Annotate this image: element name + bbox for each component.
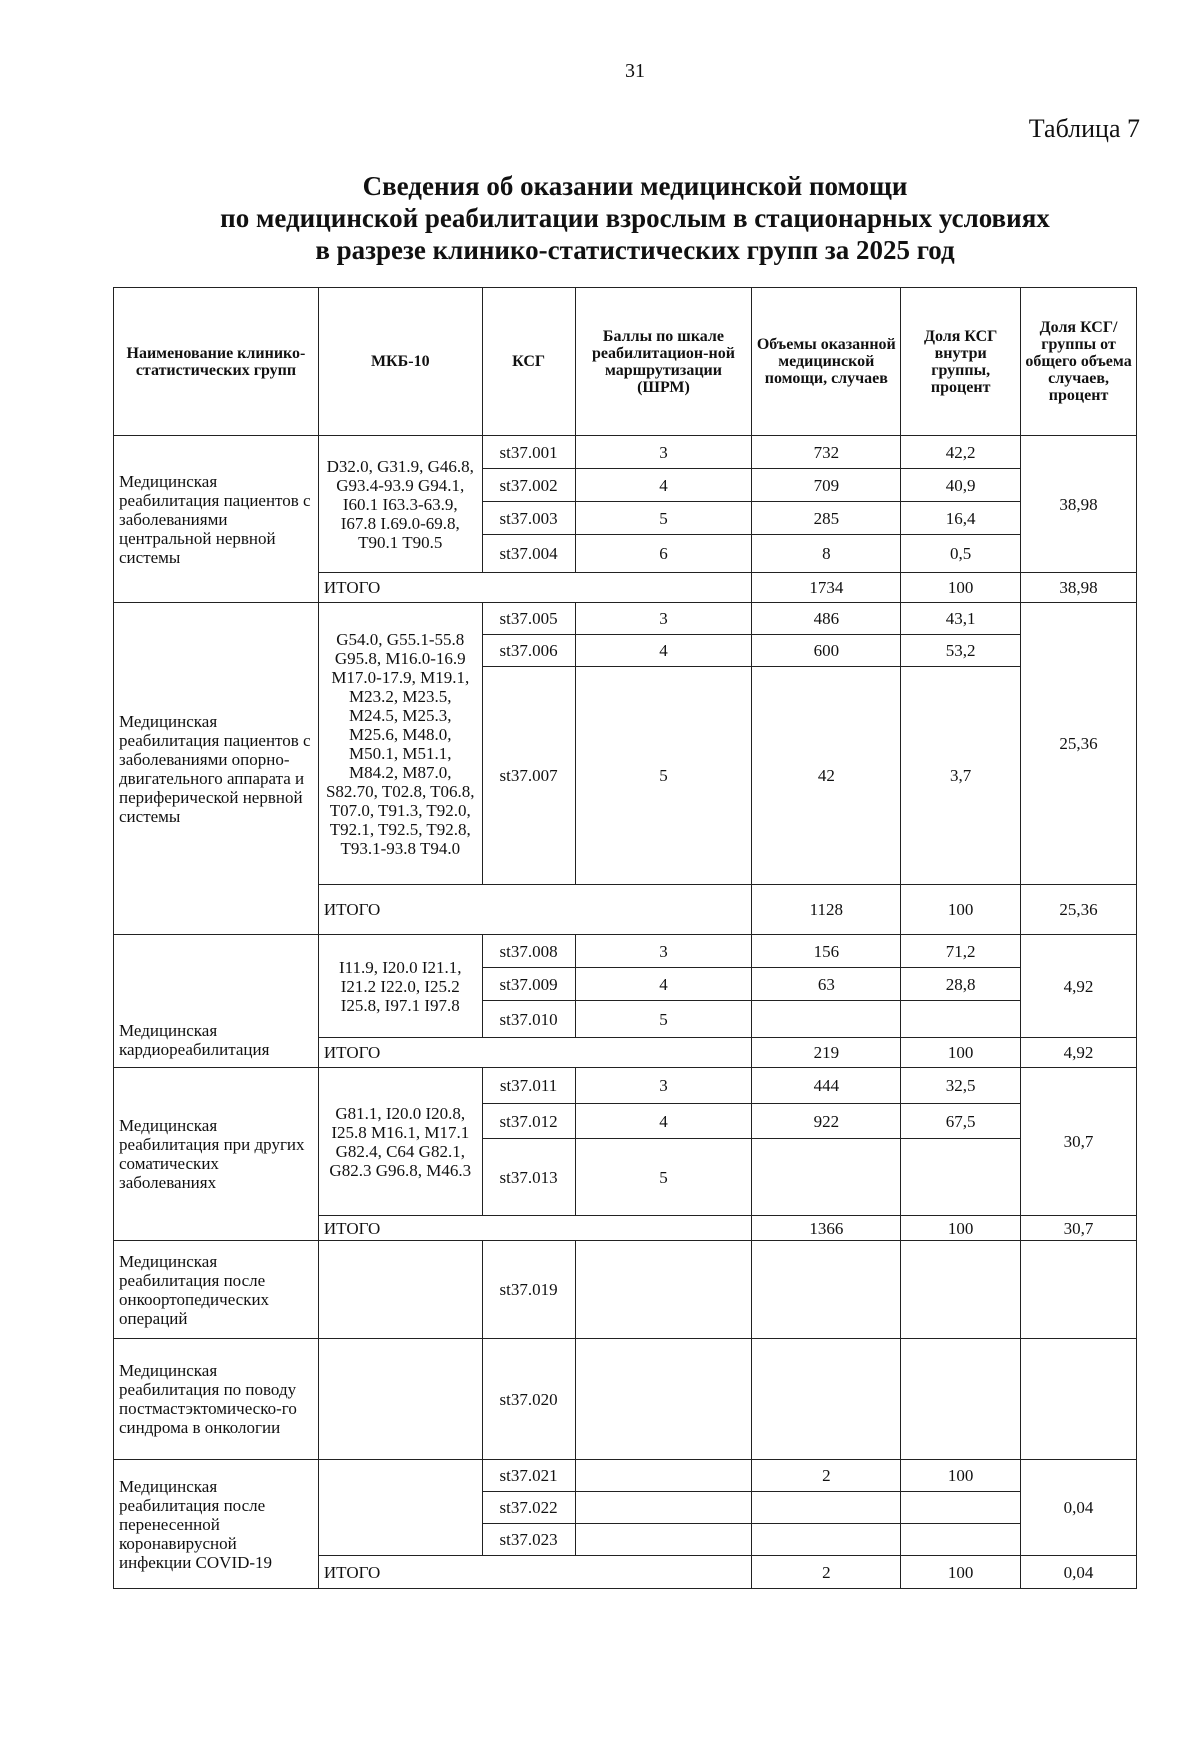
page-number: 31 xyxy=(625,60,645,82)
share-group-cell: 67,5 xyxy=(901,1104,1021,1139)
share-group-cell xyxy=(901,1492,1021,1524)
total-share: 100 xyxy=(901,1216,1021,1241)
shrm-score: 6 xyxy=(575,535,752,573)
share-group-cell: 0,5 xyxy=(901,535,1021,573)
share-group-cell xyxy=(901,1241,1021,1339)
volume-cell: 156 xyxy=(752,935,901,968)
ksg-code: st37.009 xyxy=(482,968,575,1001)
volume-cell xyxy=(752,1139,901,1216)
ksg-code: st37.005 xyxy=(482,603,575,635)
shrm-score: 3 xyxy=(575,603,752,635)
ksg-code: st37.011 xyxy=(482,1068,575,1104)
ksg-code: st37.022 xyxy=(482,1492,575,1524)
volume-cell xyxy=(752,1524,901,1556)
group-name: Медицинская реабилитация после перенесенной коронавирусной инфекции COVID-19 xyxy=(114,1460,319,1589)
ksg-code: st37.003 xyxy=(482,502,575,535)
share-group-cell xyxy=(901,1524,1021,1556)
header-share-group: Доля КСГ внутри группы, процент xyxy=(901,288,1021,436)
group-name: Медицинская реабилитация пациентов с заболеваниями центральной нервной системы xyxy=(114,436,319,603)
share-total-cell: 38,98 xyxy=(1021,436,1137,573)
share-group-cell xyxy=(901,1339,1021,1460)
table-row xyxy=(114,1339,1137,1460)
shrm-score: 5 xyxy=(575,667,752,885)
ksg-code: st37.007 xyxy=(482,667,575,885)
volume-cell: 486 xyxy=(752,603,901,635)
shrm-score xyxy=(575,1460,752,1492)
total-label: ИТОГО xyxy=(318,885,751,935)
header-mkb: МКБ-10 xyxy=(318,288,482,436)
header-group: Наименование клинико-статистических групп xyxy=(114,288,319,436)
table-row xyxy=(114,1241,1137,1339)
shrm-score: 4 xyxy=(575,1104,752,1139)
group-name: Медицинская реабилитация по поводу постмастэктомическо-го синдрома в онкологии xyxy=(114,1339,319,1460)
share-group-cell: 53,2 xyxy=(901,635,1021,667)
total-share-total: 4,92 xyxy=(1021,1038,1137,1068)
total-share: 100 xyxy=(901,1038,1021,1068)
shrm-score xyxy=(575,1241,752,1339)
share-group-cell xyxy=(901,1139,1021,1216)
volume-cell xyxy=(752,1339,901,1460)
mkb-codes: I11.9, I20.0 I21.1, I21.2 I22.0, I25.2 I25.8, I97.1 I97.8 xyxy=(318,935,482,1038)
volume-cell xyxy=(752,1492,901,1524)
ksg-code: st37.008 xyxy=(482,935,575,968)
table-label: Таблица 7 xyxy=(1028,114,1140,143)
ksg-code: st37.019 xyxy=(482,1241,575,1339)
header-share-total: Доля КСГ/ группы от общего объема случаев, процент xyxy=(1021,288,1137,436)
volume-cell: 8 xyxy=(752,535,901,573)
volume-cell xyxy=(752,1241,901,1339)
shrm-score: 5 xyxy=(575,1001,752,1038)
total-volume: 219 xyxy=(752,1038,901,1068)
mkb-codes: G81.1, I20.0 I20.8, I25.8 M16.1, M17.1 G82.4, C64 G82.1, G82.3 G96.8, M46.3 xyxy=(318,1068,482,1216)
total-volume: 2 xyxy=(752,1556,901,1589)
total-share-total: 25,36 xyxy=(1021,885,1137,935)
ksg-code: st37.001 xyxy=(482,436,575,469)
share-group-cell: 43,1 xyxy=(901,603,1021,635)
volume-cell: 600 xyxy=(752,635,901,667)
ksg-code: st37.021 xyxy=(482,1460,575,1492)
volume-cell: 285 xyxy=(752,502,901,535)
total-label: ИТОГО xyxy=(318,1216,751,1241)
group-name: Медицинская реабилитация при других соматических заболеваниях xyxy=(114,1068,319,1241)
shrm-score: 5 xyxy=(575,502,752,535)
shrm-score: 3 xyxy=(575,935,752,968)
share-total-cell xyxy=(1021,1339,1137,1460)
ksg-code: st37.020 xyxy=(482,1339,575,1460)
total-volume: 1128 xyxy=(752,885,901,935)
shrm-score xyxy=(575,1339,752,1460)
total-share: 100 xyxy=(901,1556,1021,1589)
total-share: 100 xyxy=(901,573,1021,603)
table-row xyxy=(114,1068,1137,1104)
header-volume: Объемы оказанной медицинской помощи, случаев xyxy=(752,288,901,436)
share-group-cell: 42,2 xyxy=(901,436,1021,469)
total-share-total: 38,98 xyxy=(1021,573,1137,603)
share-total-cell xyxy=(1021,1241,1137,1339)
share-total-cell: 4,92 xyxy=(1021,935,1137,1038)
total-share: 100 xyxy=(901,885,1021,935)
ksg-code: st37.002 xyxy=(482,469,575,502)
header-shrm: Баллы по шкале реабилитацион-ной маршрутизации (ШРМ) xyxy=(575,288,752,436)
share-group-cell xyxy=(901,1001,1021,1038)
title-line-3: в разрезе клинико-статистических групп за 2025 год xyxy=(315,235,955,265)
share-group-cell: 32,5 xyxy=(901,1068,1021,1104)
volume-cell: 922 xyxy=(752,1104,901,1139)
mkb-codes: G54.0, G55.1-55.8 G95.8, M16.0-16.9 M17.0-17.9, M19.1, M23.2, M23.5, M24.5, M25.3, M25.6, M48.0, M50.1, M51.1, M84.2, M87.0, S82.70, T02.8, T06.8, T07.0, T91.3, T92.0, T92.1, T92.5, T92.8, T93.1-93.8 T94.0 xyxy=(318,603,482,885)
table-row xyxy=(114,935,1137,968)
share-group-cell: 40,9 xyxy=(901,469,1021,502)
share-group-cell: 3,7 xyxy=(901,667,1021,885)
volume-cell xyxy=(752,1001,901,1038)
title-line-1: Сведения об оказании медицинской помощи xyxy=(362,171,908,201)
total-share-total: 0,04 xyxy=(1021,1556,1137,1589)
title-line-2: по медицинской реабилитации взрослым в стационарных условиях xyxy=(220,203,1050,233)
total-label: ИТОГО xyxy=(318,573,751,603)
header-ksg: КСГ xyxy=(482,288,575,436)
share-group-cell: 16,4 xyxy=(901,502,1021,535)
share-total-cell: 30,7 xyxy=(1021,1068,1137,1216)
shrm-score xyxy=(575,1524,752,1556)
ksg-code: st37.010 xyxy=(482,1001,575,1038)
report-table xyxy=(113,287,1137,1589)
share-total-cell: 0,04 xyxy=(1021,1460,1137,1556)
header-row xyxy=(114,288,1137,436)
document-title xyxy=(0,170,1200,266)
ksg-code: st37.004 xyxy=(482,535,575,573)
shrm-score: 4 xyxy=(575,469,752,502)
total-label: ИТОГО xyxy=(318,1038,751,1068)
volume-cell: 709 xyxy=(752,469,901,502)
group-name: Медицинская реабилитация после онкоортопедических операций xyxy=(114,1241,319,1339)
volume-cell: 2 xyxy=(752,1460,901,1492)
volume-cell: 732 xyxy=(752,436,901,469)
total-label: ИТОГО xyxy=(318,1556,751,1589)
mkb-codes: D32.0, G31.9, G46.8, G93.4-93.9 G94.1, I60.1 I63.3-63.9, I67.8 I.69.0-69.8, T90.1 T90.5 xyxy=(318,436,482,573)
total-volume: 1366 xyxy=(752,1216,901,1241)
shrm-score: 4 xyxy=(575,968,752,1001)
table-row xyxy=(114,436,1137,469)
table-row xyxy=(114,603,1137,635)
volume-cell: 42 xyxy=(752,667,901,885)
ksg-code: st37.006 xyxy=(482,635,575,667)
volume-cell: 444 xyxy=(752,1068,901,1104)
shrm-score: 5 xyxy=(575,1139,752,1216)
share-group-cell: 100 xyxy=(901,1460,1021,1492)
share-group-cell: 28,8 xyxy=(901,968,1021,1001)
shrm-score xyxy=(575,1492,752,1524)
volume-cell: 63 xyxy=(752,968,901,1001)
mkb-codes xyxy=(318,1241,482,1339)
mkb-codes xyxy=(318,1339,482,1460)
mkb-codes xyxy=(318,1460,482,1556)
shrm-score: 4 xyxy=(575,635,752,667)
group-name: Медицинская реабилитация пациентов с заболеваниями опорно-двигательного аппарата и периферической нервной системы xyxy=(114,603,319,935)
total-volume: 1734 xyxy=(752,573,901,603)
share-group-cell: 71,2 xyxy=(901,935,1021,968)
share-total-cell: 25,36 xyxy=(1021,603,1137,885)
total-share-total: 30,7 xyxy=(1021,1216,1137,1241)
ksg-code: st37.013 xyxy=(482,1139,575,1216)
shrm-score: 3 xyxy=(575,436,752,469)
ksg-code: st37.012 xyxy=(482,1104,575,1139)
table-row xyxy=(114,1460,1137,1492)
group-name: Медицинская кардиореабилитация xyxy=(114,935,319,1068)
shrm-score: 3 xyxy=(575,1068,752,1104)
ksg-code: st37.023 xyxy=(482,1524,575,1556)
